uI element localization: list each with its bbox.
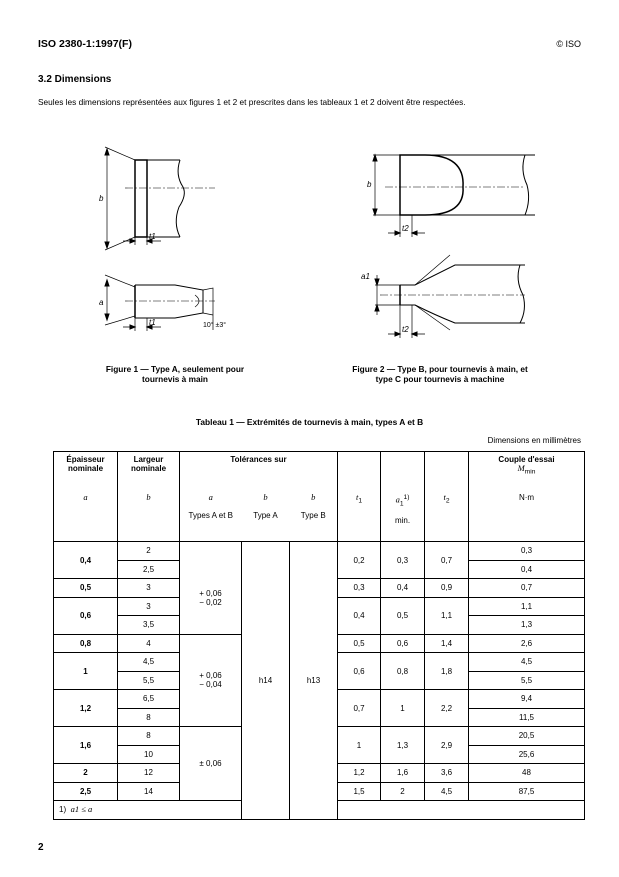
footnote-text: a1 ≤ a	[70, 804, 93, 815]
header-blank-a1	[381, 452, 425, 486]
fig1-label-t1: t1	[149, 232, 156, 241]
footnote-row	[54, 801, 585, 820]
header-sym-a	[54, 485, 118, 542]
cell-t2: 2,9	[425, 727, 469, 764]
cell-m: 0,7	[469, 579, 585, 598]
cell-b: 3	[118, 597, 180, 616]
section-title: 3.2 Dimensions	[38, 74, 112, 85]
sym-t2: t	[443, 492, 446, 502]
cell-m: 9,4	[469, 690, 585, 709]
cell-a1: 1,3	[381, 727, 425, 764]
cell-tol-b-type-a: h14	[242, 542, 290, 820]
cell-a1: 1	[381, 690, 425, 727]
header-type-b	[290, 485, 338, 542]
sym-b: b	[146, 492, 151, 502]
figure-2-caption-line2: type C pour tournevis à machine	[375, 374, 505, 384]
cell-t2: 4,5	[425, 782, 469, 801]
header-couple-label: Couple d'essai	[498, 455, 555, 464]
cell-m: 1,1	[469, 597, 585, 616]
header-types-ab	[180, 485, 242, 542]
header-t2	[425, 485, 469, 542]
cell-t1: 0,4	[338, 597, 381, 634]
cell-b: 3,5	[118, 616, 180, 635]
cell-b: 4	[118, 634, 180, 653]
fig2-label-a1: a1	[361, 272, 370, 281]
cell-t2: 1,4	[425, 634, 469, 653]
sym-t2-sub: 2	[445, 497, 450, 505]
cell-t1: 0,2	[338, 542, 381, 579]
sym-a: a	[83, 492, 88, 502]
cell-a1: 0,4	[381, 579, 425, 598]
table-title: Tableau 1 — Extrémités de tournevis à main, types A et B	[195, 417, 424, 427]
table-units: Dimensions en millimètres	[487, 436, 581, 445]
cell-t1: 0,7	[338, 690, 381, 727]
cell-b: 6,5	[118, 690, 180, 709]
fig2-label-b: b	[367, 180, 372, 189]
cell-t1: 1,5	[338, 782, 381, 801]
cell-a: 0,5	[54, 579, 118, 598]
tol-a-2-lower: − 0,04	[199, 680, 222, 690]
cell-b: 2,5	[118, 560, 180, 579]
cell-t2: 2,2	[425, 690, 469, 727]
header-couple	[469, 452, 585, 486]
cell-m: 20,5	[469, 727, 585, 746]
table-row	[54, 542, 585, 561]
fig1-label-a: a	[99, 298, 104, 307]
dimensions-table	[53, 451, 585, 820]
cell-a1: 0,6	[381, 634, 425, 653]
cell-b: 14	[118, 782, 180, 801]
header-blank-t2	[425, 452, 469, 486]
figure-1	[95, 135, 265, 345]
cell-t2: 0,7	[425, 542, 469, 579]
header-t1	[338, 485, 381, 542]
cell-m: 1,3	[469, 616, 585, 635]
header-row-2	[54, 485, 585, 542]
fig1-tip	[135, 160, 147, 237]
cell-t1: 1	[338, 727, 381, 764]
copyright: © ISO	[556, 39, 581, 49]
cell-b: 5,5	[118, 671, 180, 690]
cell-b: 10	[118, 745, 180, 764]
cell-b: 2	[118, 542, 180, 561]
header-blank-t1	[338, 452, 381, 486]
header-epaisseur: Épaisseur nominale	[54, 452, 118, 486]
cell-b: 8	[118, 708, 180, 727]
header-mmin	[469, 464, 584, 477]
figure-2-caption	[310, 364, 570, 384]
header-sym-b	[118, 485, 180, 542]
min-label: min.	[394, 516, 411, 526]
cell-tol-a	[180, 542, 242, 635]
cell-t1: 0,3	[338, 579, 381, 598]
cell-m: 48	[469, 764, 585, 783]
cell-a: 0,8	[54, 634, 118, 653]
header-largeur: Largeur nominale	[118, 452, 180, 486]
cell-t2: 0,9	[425, 579, 469, 598]
cell-b: 8	[118, 727, 180, 746]
figure-1-caption-line2: tournevis à main	[142, 374, 208, 384]
sym-t1: t	[355, 492, 359, 502]
cell-a1: 0,8	[381, 653, 425, 690]
figure-1-caption-line1: Figure 1 — Type A, seulement pour	[105, 364, 245, 374]
cell-tol-a	[180, 634, 242, 727]
cell-t1: 1,2	[338, 764, 381, 783]
mmin-symbol: M	[517, 463, 525, 473]
figure-1-caption	[60, 364, 290, 384]
sym-a1: a	[395, 494, 400, 505]
tol-a-2-upper: + 0,06	[199, 671, 222, 681]
page-number: 2	[38, 842, 44, 853]
header-tolerances: Tolérances sur	[180, 452, 338, 486]
cell-b: 12	[118, 764, 180, 783]
tol-a-1-upper: + 0,06	[199, 588, 222, 598]
sym-b-type-a: b	[263, 492, 268, 502]
sym-a1-sup: 1)	[403, 494, 410, 501]
cell-t1: 0,5	[338, 634, 381, 653]
footnote-number: 1)	[59, 805, 67, 815]
cell-m: 87,5	[469, 782, 585, 801]
type-b-label: Type B	[300, 511, 326, 520]
header-a1	[381, 485, 425, 542]
fig1-label-b: b	[99, 194, 104, 203]
cell-a1: 2	[381, 782, 425, 801]
types-ab-label: Types A et B	[188, 511, 233, 520]
cell-a1: 0,5	[381, 597, 425, 634]
sym-a-tol: a	[208, 492, 213, 502]
cell-m: 5,5	[469, 671, 585, 690]
cell-a1: 0,3	[381, 542, 425, 579]
fig1-label-t1-lower: t1	[149, 318, 156, 327]
cell-b: 4,5	[118, 653, 180, 672]
cell-tol-a: ± 0,06	[180, 727, 242, 801]
figure-2-caption-line1: Figure 2 — Type B, pour tournevis à main, et	[352, 364, 528, 374]
header-row-1	[54, 452, 585, 486]
fig2-label-t2-lower: t2	[402, 325, 409, 334]
cell-a: 2	[54, 764, 118, 783]
sym-t1-sub: 1	[358, 497, 363, 505]
table-footnote	[54, 801, 585, 820]
cell-a: 0,4	[54, 542, 118, 579]
type-a-label: Type A	[253, 511, 278, 520]
cell-tol-b-type-b: h13	[290, 542, 338, 820]
cell-t2: 1,1	[425, 597, 469, 634]
cell-a1: 1,6	[381, 764, 425, 783]
intro-text: Seules les dimensions représentées aux figures 1 et 2 et prescrites dans les tableaux 1 et 2 doivent être respectées.	[38, 97, 466, 107]
document-id: ISO 2380-1:1997(F)	[38, 38, 132, 50]
cell-b: 3	[118, 579, 180, 598]
cell-m: 2,6	[469, 634, 585, 653]
cell-t1: 0,6	[338, 653, 381, 690]
cell-m: 25,6	[469, 745, 585, 764]
cell-t2: 1,8	[425, 653, 469, 690]
sym-b-type-b: b	[311, 492, 316, 502]
fig1-angle-label: 10° ±3°	[203, 322, 227, 329]
cell-m: 11,5	[469, 708, 585, 727]
cell-a: 1	[54, 653, 118, 690]
mmin-subscript: min	[524, 468, 536, 476]
figure-2	[355, 135, 535, 345]
cell-t2: 3,6	[425, 764, 469, 783]
cell-m: 4,5	[469, 653, 585, 672]
cell-a: 1,6	[54, 727, 118, 764]
fig2-label-t2: t2	[402, 224, 409, 233]
cell-m: 0,4	[469, 560, 585, 579]
cell-m: 0,3	[469, 542, 585, 561]
sym-a1-sub: 1	[399, 500, 404, 508]
cell-a: 0,6	[54, 597, 118, 634]
tol-a-1-lower: − 0,02	[199, 597, 222, 607]
cell-a: 2,5	[54, 782, 118, 801]
cell-a: 1,2	[54, 690, 118, 727]
header-type-a	[242, 485, 290, 542]
header-nm: N·m	[469, 485, 585, 542]
